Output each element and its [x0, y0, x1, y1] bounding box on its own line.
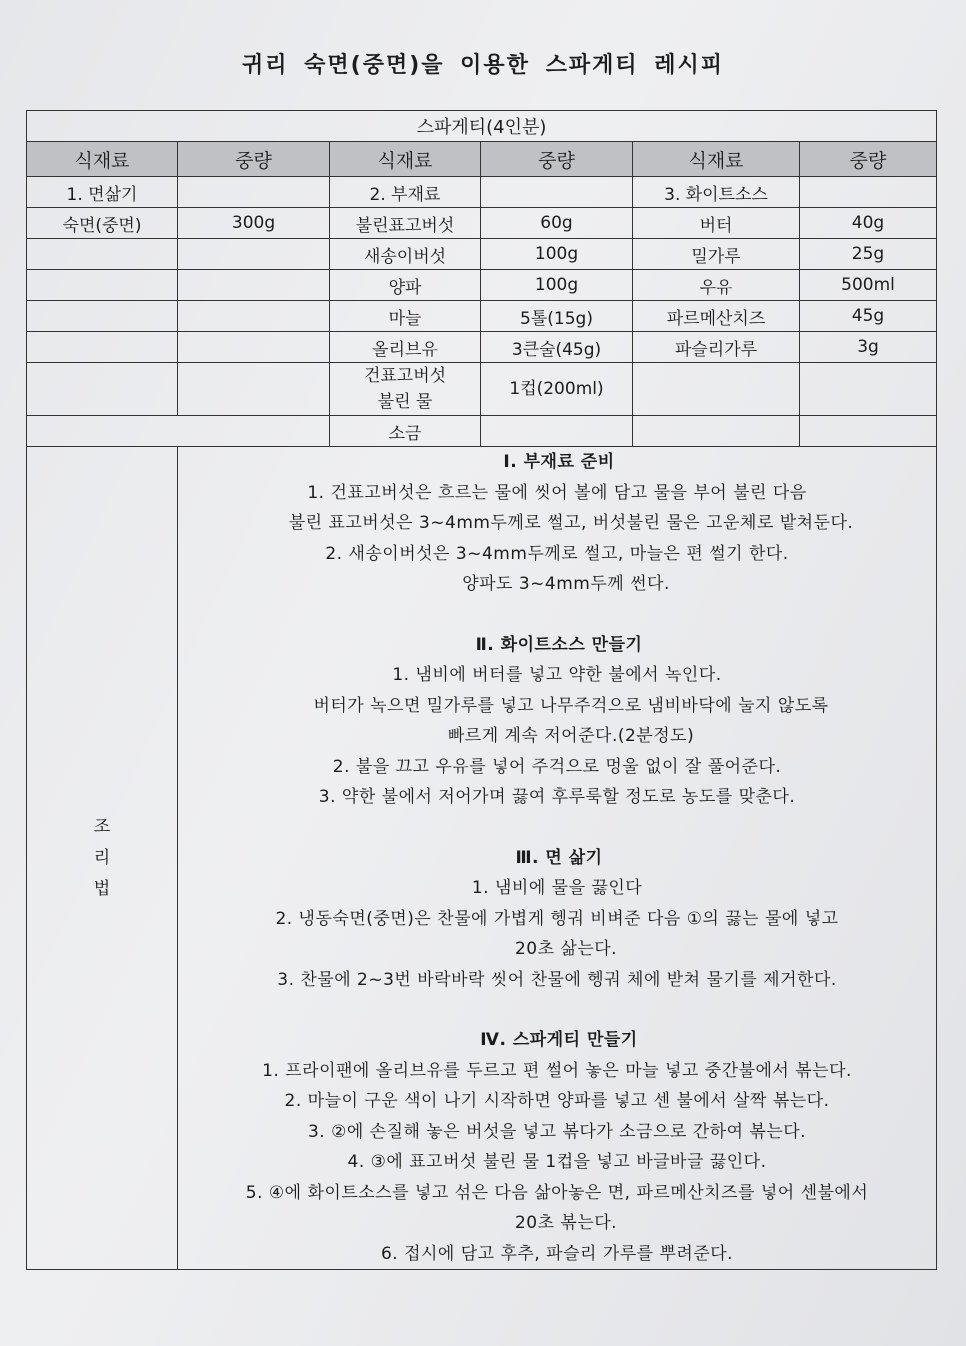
ingredient-name: 새송이버섯: [330, 239, 481, 270]
ingredient-name: 불린표고버섯: [330, 208, 481, 239]
method-row: [27, 447, 937, 1270]
step-line: 3. ②에 손질해 놓은 버섯을 넣고 볶다가 소금으로 간하여 볶는다.: [307, 1121, 807, 1142]
step-line: 1. 프라이팬에 올리브유를 두르고 편 썰어 놓은 마늘 넣고 중간불에서 볶는다.: [262, 1060, 852, 1081]
table-row: [27, 270, 937, 301]
table-row: [27, 363, 937, 416]
table-header-row: [27, 142, 937, 177]
table-row: [27, 332, 937, 363]
section-heading: Ⅲ. 면 삶기: [515, 847, 603, 868]
page-title: 귀리 숙면(중면)을 이용한 스파게티 레시피: [241, 53, 725, 78]
step-line: 6. 접시에 담고 후추, 파슬리 가루를 뿌려준다.: [380, 1243, 734, 1264]
step-line: 1. 냄비에 버터를 넣고 약한 불에서 녹인다.: [392, 665, 722, 685]
ingredient-name: 양파: [330, 270, 481, 301]
step-line: 불린 표고버섯은 3~4mm두께로 썰고, 버섯불린 물은 고운체로 밭쳐둔다.: [288, 513, 854, 533]
group-label-noodles: 1. 면삶기: [27, 177, 178, 208]
header-ingredient: 식재료: [330, 142, 481, 177]
ingredient-name: 밀가루: [633, 239, 800, 270]
step-line: 1. 냄비에 물을 끓인다: [471, 878, 643, 898]
section-heading: Ⅳ. 스파게티 만들기: [480, 1030, 638, 1050]
ingredient-amount: 25g: [800, 239, 937, 270]
method-section-3: [178, 843, 936, 996]
ingredient-name: 건표고버섯 불린 물: [330, 363, 481, 416]
table-row: [27, 301, 937, 332]
ingredient-name: 파슬리가루: [633, 332, 800, 363]
step-line: 빠르게 계속 저어준다.(2분정도): [447, 726, 695, 746]
group-label-white-sauce: 3. 화이트소스: [633, 177, 800, 208]
ingredient-amount: 100g: [481, 239, 633, 270]
ingredient-amount: 100g: [481, 270, 633, 301]
section-heading: Ⅱ. 화이트소스 만들기: [475, 634, 643, 655]
ingredient-amount: 45g: [800, 301, 937, 332]
method-content: [178, 447, 937, 1270]
ingredient-amount: [481, 416, 633, 447]
table-row: [27, 416, 937, 447]
step-line: 2. 새송이버섯은 3~4mm두께로 썰고, 마늘은 편 썰기 한다.: [325, 543, 789, 564]
step-line: 4. ③에 표고버섯 불린 물 1컵을 넣고 바글바글 끓인다.: [347, 1152, 767, 1172]
step-line: 2. 마늘이 구운 색이 나기 시작하면 양파를 넣고 센 불에서 살짝 볶는다.: [284, 1091, 830, 1111]
step-line: 1. 건표고버섯은 흐르는 물에 씻어 볼에 담고 물을 부어 불린 다음: [307, 482, 807, 503]
step-line: 양파도 3~4mm두께 썬다.: [462, 574, 670, 594]
ingredient-amount: 3g: [800, 332, 937, 363]
table-row: [27, 177, 937, 208]
ingredient-name: 소금: [330, 416, 481, 447]
section-heading: Ⅰ. 부재료 준비: [503, 452, 615, 472]
method-section-1: [178, 447, 936, 600]
header-ingredient: 식재료: [633, 142, 800, 177]
step-line: 3. 약한 불에서 저어가며 끓여 후루룩할 정도로 농도를 맞춘다.: [318, 787, 796, 807]
ingredient-amount: 500ml: [800, 270, 937, 301]
ingredient-amount: 300g: [178, 208, 330, 239]
ingredient-name: 올리브유: [330, 332, 481, 363]
step-line: 2. 불을 끄고 우유를 넣어 주걱으로 멍울 없이 잘 풀어준다.: [332, 756, 782, 777]
method-label: 조 리 법: [27, 447, 178, 1270]
step-line: 20초 삶는다.: [514, 939, 618, 959]
table-row: [27, 208, 937, 239]
recipe-table: [26, 110, 937, 1270]
ingredient-name: 파르메산치즈: [633, 301, 800, 332]
table-row: [27, 239, 937, 270]
group-label-sub-ingredients: 2. 부재료: [330, 177, 481, 208]
header-amount: 중량: [178, 142, 330, 177]
ingredient-amount: 40g: [800, 208, 937, 239]
method-section-2: [178, 630, 936, 813]
ingredient-name: 마늘: [330, 301, 481, 332]
ingredient-amount: 3큰술(45g): [481, 332, 633, 363]
step-line: 5. ④에 화이트소스를 넣고 섞은 다음 삶아놓은 면, 파르메산치즈를 넣어 센불에서: [245, 1182, 869, 1203]
header-amount: 중량: [800, 142, 937, 177]
servings-title: 스파게티(4인분): [27, 111, 937, 142]
header-ingredient: 식재료: [27, 142, 178, 177]
method-section-4: [178, 1025, 936, 1269]
step-line: 3. 찬물에 2~3번 바락바락 씻어 찬물에 헹궈 체에 받쳐 물기를 제거한다.: [277, 969, 837, 990]
ingredient-name: 버터: [633, 208, 800, 239]
ingredient-name: 숙면(중면): [27, 208, 178, 239]
step-line: 20초 볶는다.: [514, 1213, 618, 1233]
ingredient-amount: 5톨(15g): [481, 301, 633, 332]
step-line: 2. 냉동숙면(중면)은 찬물에 가볍게 헹궈 비벼준 다음 ①의 끓는 물에 넣고: [275, 908, 839, 929]
header-amount: 중량: [481, 142, 633, 177]
ingredient-name: 우유: [633, 270, 800, 301]
ingredient-amount: 60g: [481, 208, 633, 239]
step-line: 버터가 녹으면 밀가루를 넣고 나무주걱으로 냄비바닥에 눌지 않도록: [313, 695, 829, 716]
ingredient-amount: 1컵(200ml): [481, 363, 633, 416]
